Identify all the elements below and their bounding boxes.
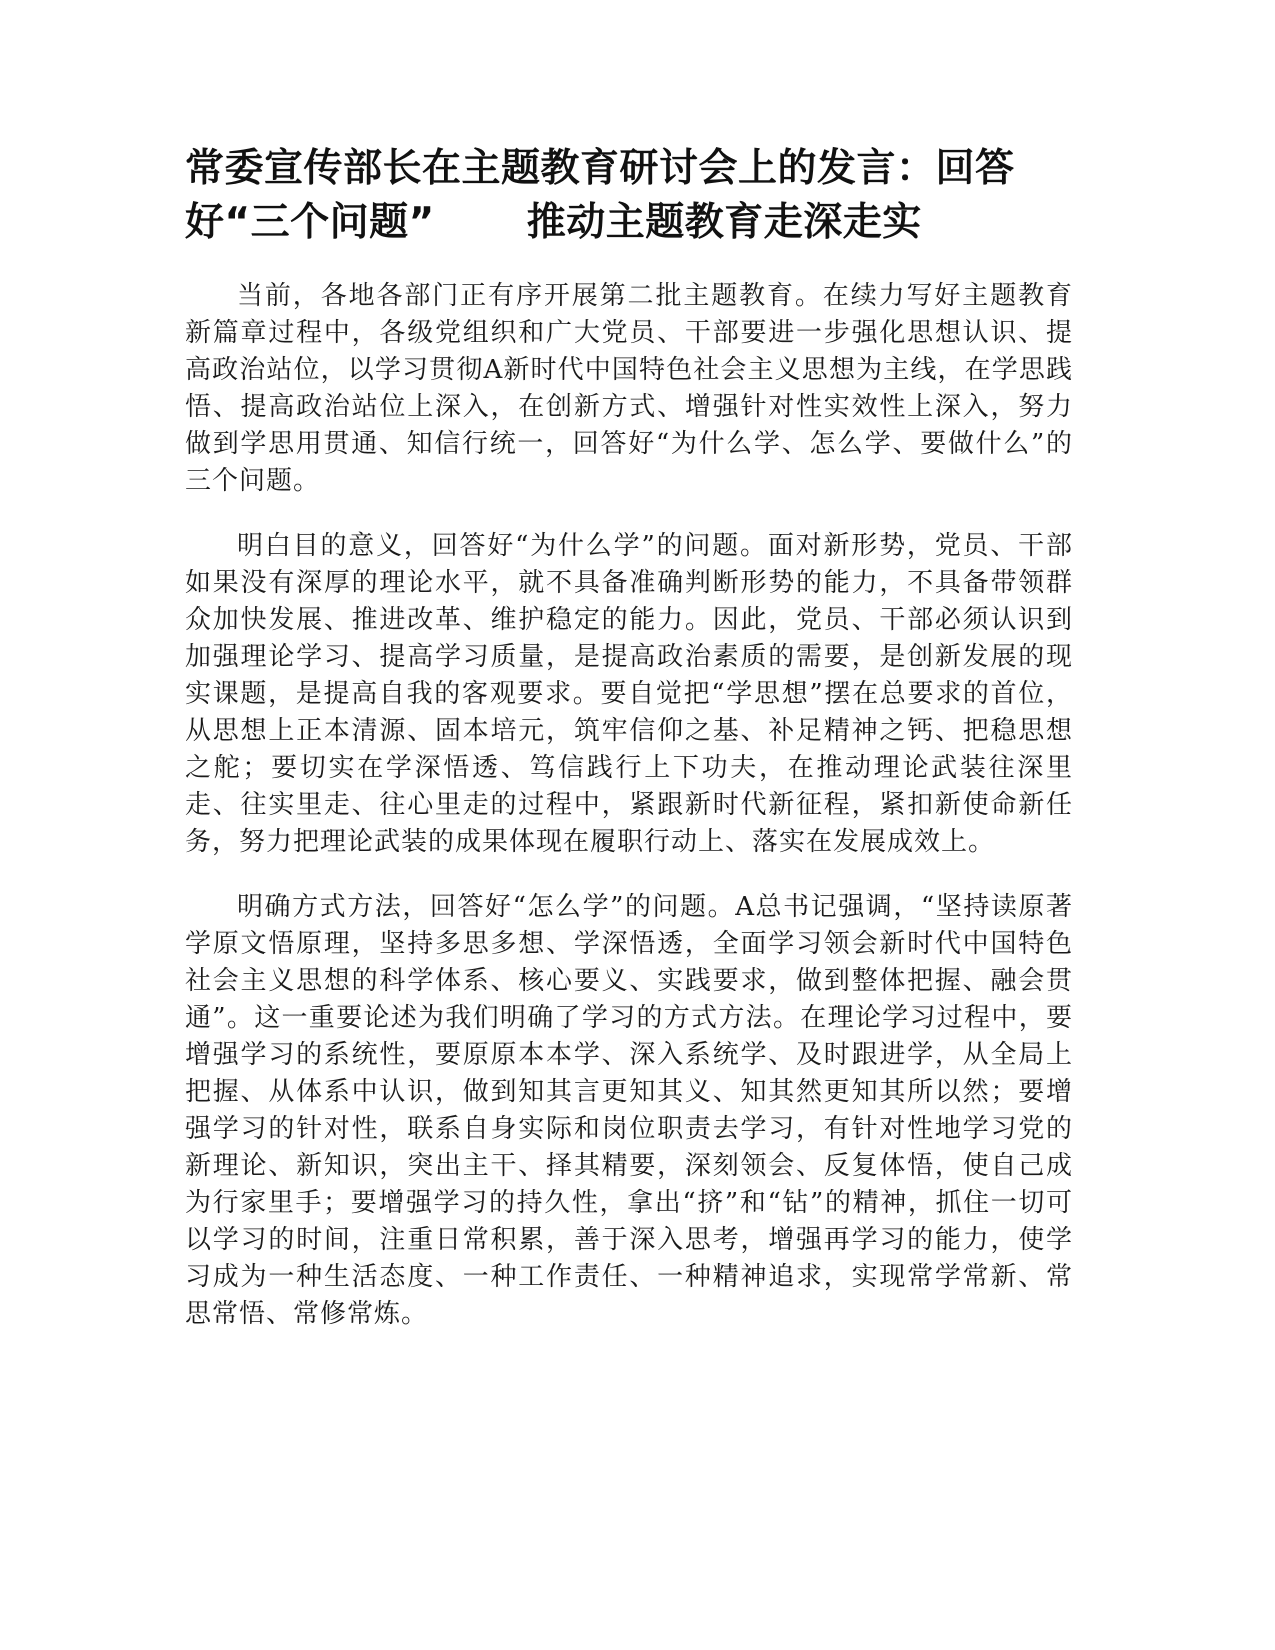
title-line-2-part-1: 好“三个问题” [185,200,435,245]
title-line-2 [185,196,1073,250]
document-content [185,142,1073,1361]
paragraph-how-learn: 明确方式方法，回答好“怎么学”的问题。A总书记强调，“坚持读原著学原文悟原理，坚持多思多想、学深悟透，全面学习领会新时代中国特色社会主义思想的科学体系、核心要义、实践要求，做到整体把握、融会贯通”。这一重要论述为我们明确了学习的方式方法。在理论学习过程中，要增强学习的系统性，要原原本本学、深入系统学、及时跟进学，从全局上把握、从体系中认识，做到知其言更知其义、知其然更知其所以然；要增强学习的针对性，联系自身实际和岗位职责去学习，有针对性地学习党的新理论、新知识，突出主干、择其精要，深刻领会、反复体悟，使自己成为行家里手；要增强学习的持久性，拿出“挤”和“钻”的精神，抓住一切可以学习的时间，注重日常积累，善于深入思考，增强再学习的能力，使学习成为一种生活态度、一种工作责任、一种精神追求，实现常学常新、常思常悟、常修常炼。 [185,892,1073,1329]
paragraph-why-learn: 明白目的意义，回答好“为什么学”的问题。面对新形势，党员、干部如果没有深厚的理论水平，就不具备准确判断形势的能力，不具备带领群众加快发展、推进改革、维护稳定的能力。因此，党员、干部必须认识到加强理论学习、提高学习质量，是提高政治素质的需要，是创新发展的现实课题，是提高自我的客观要求。要自觉把“学思想”摆在总要求的首位，从思想上正本清源、固本培元，筑牢信仰之基、补足精神之钙、把稳思想之舵；要切实在学深悟透、笃信践行上下功夫，在推动理论武装往深里走、往实里走、往心里走的过程中，紧跟新时代新征程，紧扣新使命新任务，努力把理论武装的成果体现在履职行动上、落实在发展成效上。 [185,531,1073,857]
document-title [185,142,1073,250]
title-line-1: 常委宣传部长在主题教育研讨会上的发言：回答 [185,146,1015,191]
document-body [185,278,1073,1333]
paragraph-intro: 当前，各地各部门正有序开展第二批主题教育。在续力写好主题教育新篇章过程中，各级党组织和广大党员、干部要进一步强化思想认识、提高政治站位，以学习贯彻A新时代中国特色社会主义思想为主线，在学思践悟、提高政治站位上深入，在创新方式、增强针对性实效性上深入，努力做到学思用贯通、知信行统一，回答好“为什么学、怎么学、要做什么”的三个问题。 [185,281,1073,496]
title-line-2-part-2: 推动主题教育走深走实 [526,200,922,245]
